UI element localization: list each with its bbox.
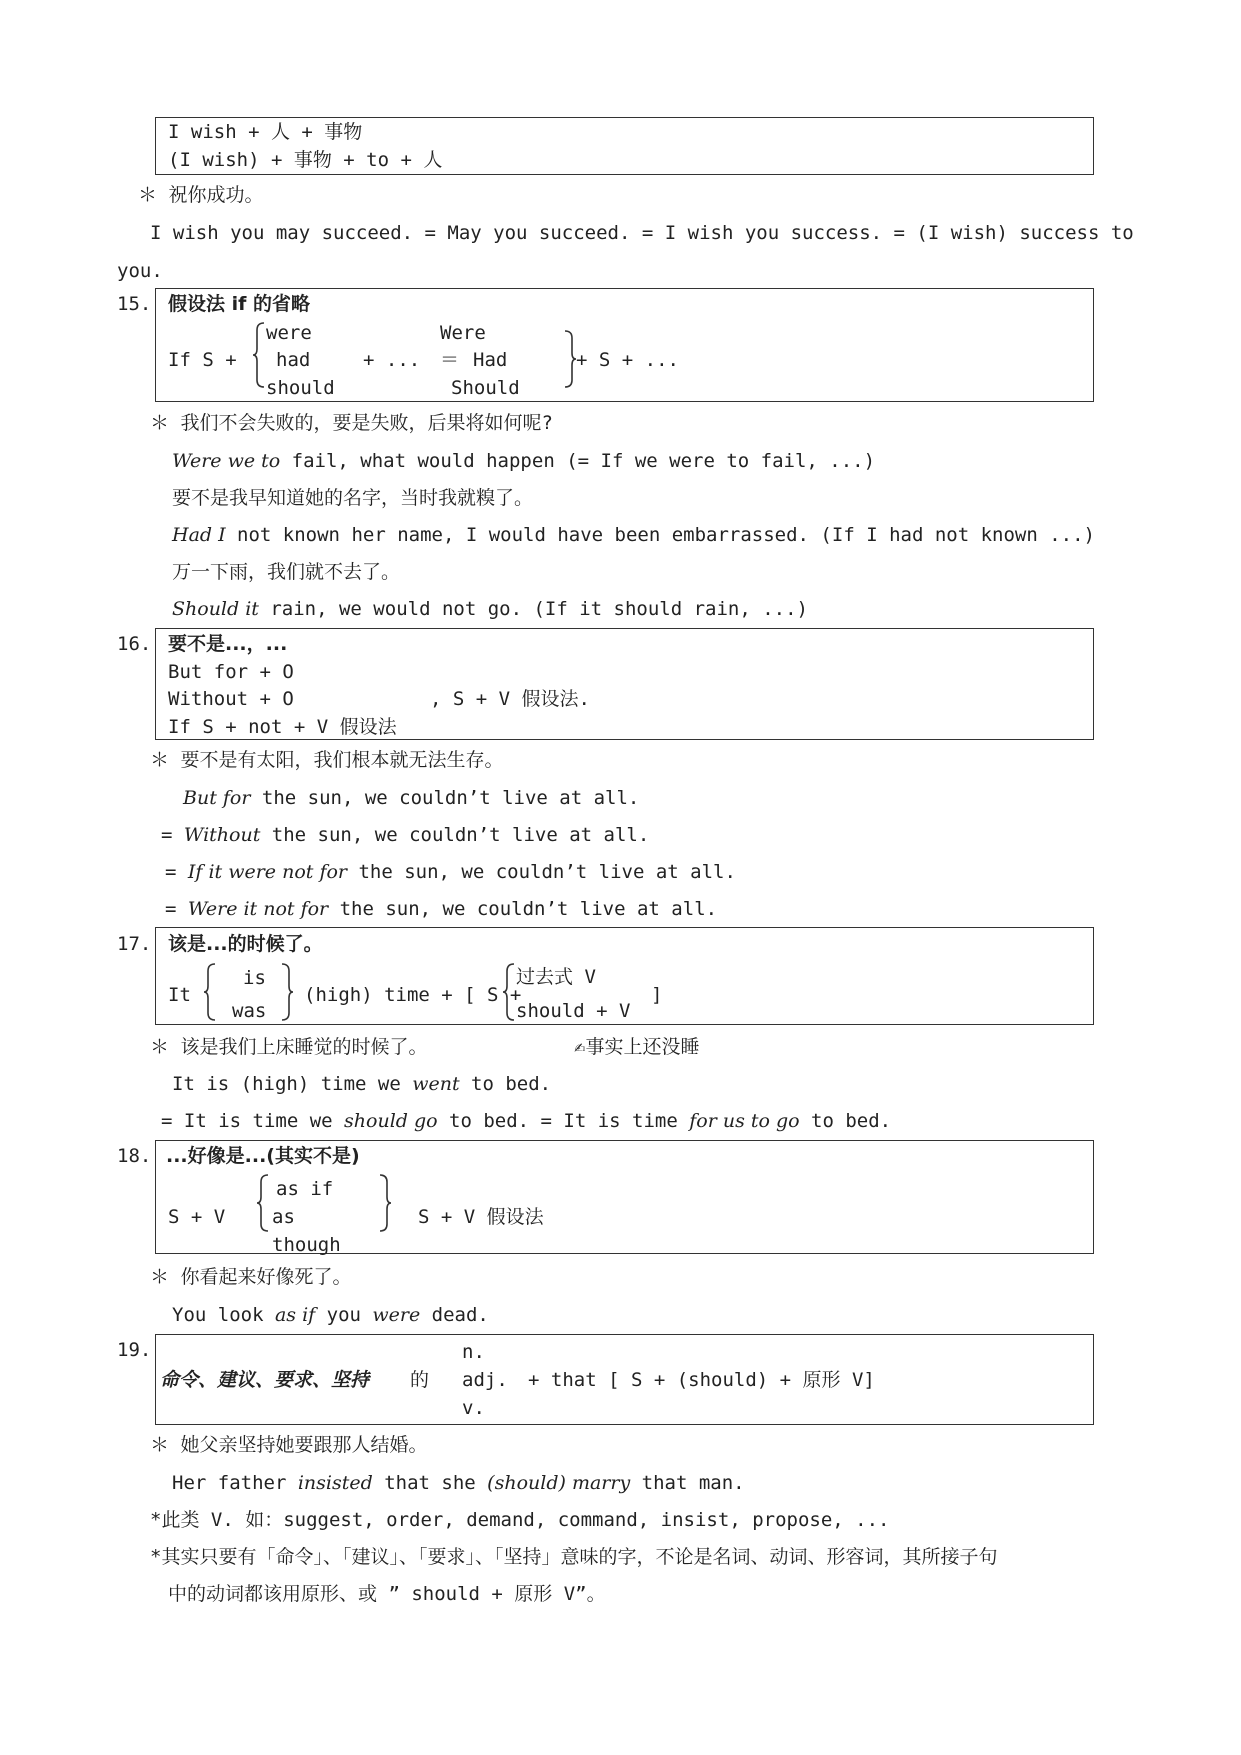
italic-phrase-2: for us to go [689,1110,800,1132]
section-17-example-2 [161,1109,891,1133]
italic-phrase: as if [274,1304,316,1326]
sentence-start: = It is time we [161,1110,345,1132]
section-17-right-brace [280,963,294,1021]
italic-phrase: should go [344,1110,438,1132]
section-17-it: It [168,984,191,1006]
section-18-tail: S + V 假设法 [418,1206,544,1228]
sentence-rest: the sun, we couldn’t live at all. [250,787,640,809]
section-16-title: 要不是...，... [168,633,288,655]
italic-phrase-2: (should) marry [487,1472,631,1494]
equals-prefix: = [161,824,184,846]
italic-phrase: But for [183,787,251,809]
section-15-title: 假设法 if 的省略 [168,293,311,315]
italic-phrase: Had I [172,524,226,546]
section-15-opt-right-1: Were [440,322,486,344]
sentence-start: Her father [172,1472,298,1494]
top-formula-line-1: I wish + 人 + 事物 [168,121,363,143]
section-15-left-brace [252,322,266,388]
section-19-pos-adj: adj. [462,1369,508,1391]
section-19-note-2: *其实只要有「命令」、「建议」、「要求」、「坚持」意味的字，不论是名词、动词、形容词，其所接子句 [150,1546,998,1568]
section-17-left-brace [203,963,217,1021]
top-formula-line-2: (I wish) + 事物 + to + 人 [168,149,443,171]
section-19-title: 命令、建议、要求、坚持 [160,1369,370,1391]
section-15-opt-left-2: had [276,349,311,371]
section-17-close-bracket: ] [651,984,663,1006]
section-18-opt-as: as [272,1206,295,1228]
section-15-number: 15. [117,293,152,315]
section-19-pos-v: v. [462,1397,485,1419]
sentence-rest: not known her name, I would have been embarrassed. (If I had not known ...) [225,524,1095,546]
section-16-example-4 [165,897,717,921]
section-18-title: ...好像是...(其实不是) [166,1145,360,1167]
section-18-opt-though: though [272,1234,341,1256]
section-15-if-s: If S + [168,349,237,371]
section-16-example-3 [165,860,736,884]
section-19-example-cn: ＊ 她父亲坚持她要跟那人结婚。 [150,1434,428,1456]
section-17-opt-should: should + V [516,1000,631,1022]
section-15-example-1-en [172,449,875,473]
section-15-opt-left-3: should [266,377,335,399]
section-15-opt-left-1: were [266,322,312,344]
sentence-rest: to bed. [799,1110,892,1132]
section-17-inner-brace [502,963,516,1021]
italic-phrase: Should it [172,598,259,620]
section-16-line-2-tail: , S + V 假设法. [430,688,590,710]
section-18-opt-as-if: as if [276,1178,334,1200]
sentence-rest: fail, what would happen (= If we were to fail, ...) [280,450,876,472]
section-15-equals: ＝ [440,349,460,371]
sentence-rest: the sun, we couldn’t live at all. [260,824,650,846]
section-15-example-3-en [172,597,808,621]
sentence-middle: you [315,1304,373,1326]
section-18-example-cn: ＊ 你看起来好像死了。 [150,1266,352,1288]
section-16-line-3: If S + not + V 假设法 [168,716,397,738]
section-19-pos-n: n. [462,1341,485,1363]
sentence-middle: that she [372,1472,488,1494]
sentence-rest: rain, we would not go. (If it should rain, ...) [258,598,808,620]
equals-prefix: = [165,898,188,920]
section-16-line-1: But for + O [168,661,294,683]
section-17-example-1 [172,1072,551,1096]
section-17-example-cn: ＊ 该是我们上床睡觉的时候了。 [150,1036,428,1058]
equals-prefix: = [165,861,188,883]
section-18-sv: S + V [168,1206,226,1228]
section-19-example-en [172,1471,745,1495]
section-16-example-1 [183,786,639,810]
section-17-note: ✍事实上还没睡 [574,1036,700,1058]
section-18-example-en [172,1303,489,1327]
italic-phrase: Were we to [172,450,281,472]
section-15-plus-dots: + ... [363,349,421,371]
section-17-mid: (high) time + [ S + [304,984,522,1006]
section-17-number: 17. [117,933,152,955]
section-18-left-brace [256,1174,270,1232]
sentence-rest: the sun, we couldn’t live at all. [328,898,718,920]
sentence-start: You look [172,1304,275,1326]
section-15-example-1-cn: ＊ 我们不会失败的，要是失败，后果将如何呢? [150,412,553,434]
italic-phrase: went [412,1073,460,1095]
sentence-middle: to bed. = It is time [437,1110,690,1132]
italic-phrase: Without [183,824,261,846]
section-15-example-3-cn: 万一下雨，我们就不去了。 [172,561,401,583]
section-18-number: 18. [117,1145,152,1167]
section-19-note-1: *此类 V. 如：suggest, order, demand, command, insist, propose, ... [150,1509,890,1531]
top-example-en-1: I wish you may succeed. = May you succeed. = I wish you success. = (I wish) success to [150,222,1134,244]
section-15-tail: + S + ... [576,349,679,371]
section-19-de: 的 [410,1369,430,1391]
italic-phrase: If it were not for [187,861,347,883]
italic-phrase: insisted [297,1472,373,1494]
section-18-right-brace [378,1174,392,1232]
section-15-opt-right-2: Had [473,349,508,371]
section-17-opt-is: is [243,967,266,989]
section-19-formula: + that [ S + (should) + 原形 V] [528,1369,875,1391]
section-16-example-2 [161,823,649,847]
sentence-rest: to bed. [459,1073,552,1095]
section-16-example-cn: ＊ 要不是有太阳，我们根本就无法生存。 [150,749,504,771]
section-17-title: 该是...的时候了。 [168,933,323,955]
italic-phrase-2: were [372,1304,421,1326]
section-19-number: 19. [117,1339,152,1361]
section-15-example-2-cn: 要不是我早知道她的名字，当时我就糗了。 [172,487,534,509]
section-16-number: 16. [117,633,152,655]
section-17-opt-past: 过去式 V [516,966,596,988]
top-example-cn: ＊ 祝你成功。 [138,184,264,206]
section-15-example-2-en [172,523,1095,547]
section-15-opt-right-3: Should [451,377,520,399]
section-16-line-2: Without + O [168,688,294,710]
sentence-rest: that man. [630,1472,745,1494]
sentence-rest: dead. [420,1304,489,1326]
section-17-opt-was: was [232,1000,267,1022]
sentence-start: It is (high) time we [172,1073,413,1095]
section-19-note-3: 中的动词都该用原形、或 ” should + 原形 V”。 [168,1583,606,1605]
italic-phrase: Were it not for [187,898,329,920]
sentence-rest: the sun, we couldn’t live at all. [347,861,736,883]
top-example-en-2: you. [117,260,163,282]
section-15-right-brace [563,330,577,388]
